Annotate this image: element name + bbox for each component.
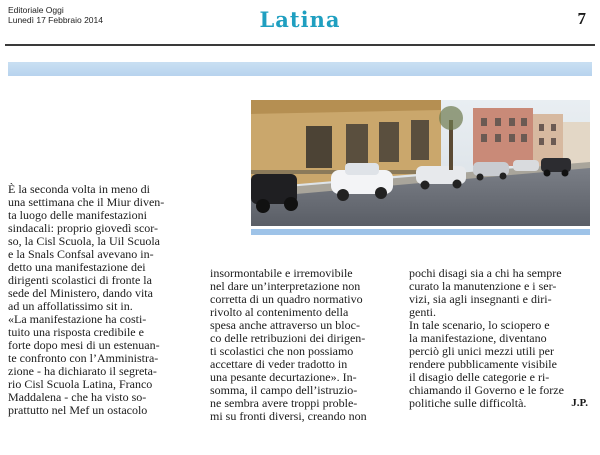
article-line: detto una manifestazione dei <box>8 260 146 274</box>
article-column-1 <box>8 183 204 417</box>
street-photo <box>251 100 590 226</box>
article-line: co delle retribuzioni dei dirigen- <box>210 331 366 345</box>
article-line: rio Cisl Scuola Latina, Franco <box>8 377 153 391</box>
author-signature: J.P. <box>571 397 588 409</box>
decorative-band <box>8 62 592 76</box>
article-line: pochi disagi sia a chi ha sempre <box>409 266 562 280</box>
article-line: ad un affollatissimo sit in. <box>8 299 133 313</box>
publication-name: Editoriale Oggi <box>8 5 64 15</box>
article-line: In tale scenario, lo sciopero e <box>409 318 550 332</box>
article-line: ta luogo delle manifestazioni <box>8 208 147 222</box>
article-line: curato la manutenzione e i ser- <box>409 279 557 293</box>
header-rule <box>5 44 595 46</box>
article-line: ne sembra avere troppi proble- <box>210 396 358 410</box>
issue-date: Lunedì 17 Febbraio 2014 <box>8 15 103 25</box>
article-line: politiche sulle difficoltà. <box>409 396 527 410</box>
page-number: 7 <box>577 9 586 28</box>
article-line: vizi, sia agli insegnanti e diri- <box>409 292 552 306</box>
article-line: il disagio delle categorie e ri- <box>409 370 550 384</box>
article-line: ti scolastici che non possiamo <box>210 344 354 358</box>
article-line: una settimana che il Miur diven- <box>8 195 165 209</box>
article-line: mi su fronti diversi, creando non <box>210 409 367 423</box>
article-line: una pesante decurtazione». In- <box>210 370 357 384</box>
article-line: te confronto con l’Amministra- <box>8 351 159 365</box>
article-line: insormontabile e irremovibile <box>210 266 353 280</box>
article-column-3 <box>409 267 593 410</box>
article-line: nel dare un’interpretazione non <box>210 279 361 293</box>
article-line: perciò gli unici mezzi utili per <box>409 344 554 358</box>
section-title: Latina <box>259 7 341 32</box>
article-column-2 <box>210 267 395 423</box>
article-line: dirigenti scolastici di fronte la <box>8 273 152 287</box>
article-line: prattutto nel Mef un ostacolo <box>8 403 148 417</box>
article-line: rivolto al contenimento della <box>210 305 349 319</box>
article-line: zione - ha dichiarato il segreta- <box>8 364 157 378</box>
article-line: so, la Cisl Scuola, la Uil Scuola <box>8 234 160 248</box>
article-line: accettare di veder tradotto in <box>210 357 348 371</box>
article-line: la manifestazione, diventano <box>409 331 547 345</box>
article-line: genti. <box>409 305 436 319</box>
article-line: chiamando il Governo e le forze <box>409 383 564 397</box>
article-line: sede del Ministero, dando vita <box>8 286 153 300</box>
article-line: Maddalena - che ha visto so- <box>8 390 147 404</box>
article-line: spesa anche attraverso un bloc- <box>210 318 360 332</box>
article-line: somma, il campo dell’istruzio- <box>210 383 358 397</box>
article-line: rendere pubblicamente visibile <box>409 357 557 371</box>
article-line: sindacali: proprio giovedì scor- <box>8 221 159 235</box>
article-line: tuito una risposta credibile e <box>8 325 144 339</box>
street-building-photo-icon <box>251 100 590 226</box>
article-line: e la Snals Confsal avevano in- <box>8 247 154 261</box>
article-line: corretta di un quadro normativo <box>210 292 363 306</box>
article-line: «La manifestazione ha costi- <box>8 312 147 326</box>
photo-caption-band <box>251 229 590 235</box>
article-line: È la seconda volta in meno di <box>8 182 150 196</box>
article-line: forte dopo mesi di un estenuan- <box>8 338 160 352</box>
